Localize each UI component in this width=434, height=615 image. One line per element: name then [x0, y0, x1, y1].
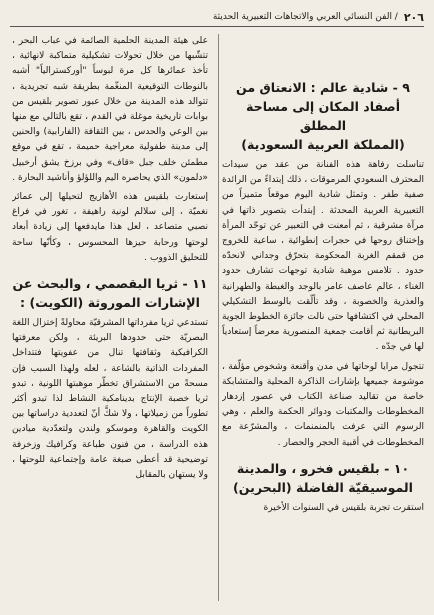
section-10-paragraph-3: إستعارت بلقيس هذه الأهازيج لتحيلها إلى عمائر نغميّة ، إلى سلالم لونية راهيفة ، تغور في فراغ نصبي متصاعد ، لعل هذا مايدفعها إلى زيادة أبعاد لوحتها ورحابة حيزها المحسوس ، وكأنّها ساحة للتحليق الذووب . — [12, 192, 208, 263]
right-column — [222, 34, 424, 605]
section-9-heading-line1: ٩ - شادية عالم : الانعتاق من — [236, 80, 410, 95]
section-9-paragraph-2: تتجول مرايا لوحاتها في مدن وأقنعة وشخوص مؤلّفة ، موشومة جميعها بإشارات الذاكرة المحلية والمتشابكة خاصة من تقاليد صناعة الكتاب في عصور إزدهار المخطوطات والمكتبات ودوائر الحكمة والعلم ، وهي الرسوم التي عرفت بالمنمنمات ، والمشرّعة مع المخطوطات في أقبية الحجر والحصار . — [222, 361, 424, 448]
section-10-paragraph-2: على هيئة المدينة الحلمية الصائمة في عباب البحر ، تتشّبها من خلال تحولات تشكيلية متماكبة لانهائية ، تأخذ عمائرها كل مرة لبوساً "أوركسترالياً" أشبه بالنوطات التوقيعية المنغّمة بطريقة شبه تجريدية ، تتوالد هذه المدينة من خلال عبور تصوير بلقيس من بوابات تاريخية موغلة في القدم ، تقع بالتالي مع منها بين الوعي والحدس ، بين الثقافة (الفارابية) والحنين إلى مدينة طفولية معراجية حميمة ، تقع في موقع مطمئن خلف جبل «قاف» وفي برزخ يشق أرخبيل «دلمون» الذي يحاصره اليم واللؤلؤ وأناشيد البحارة . — [12, 36, 208, 183]
running-title: / الفن النسائي العربي والاتجاهات التعبيرية الحديثة — [212, 12, 398, 22]
section-11-heading-line2: الإشارات الموروثة (الكويت) : — [20, 295, 200, 311]
section-10-heading-line1: ١٠ - بلقيس فخرو ، والمدينة — [236, 460, 410, 476]
section-9-heading-line3: (المملكة العربية السعودية) — [241, 137, 405, 152]
column-divider — [218, 34, 219, 601]
section-11-paragraph-1: تستدعي ثريا مفرداتها المشرقيّة محاولةً إختزال اللغة البصريّة حتى حدودها البريئة ، ولكن معرفتها الكرافيكية وثقافتها تنال من عفويتها فتتداخل المفردات الذاتية بالشاعة ، لعله ولهذا السبب فإن مسحةً من الاستشراق تخطّر موهبتها اللونية ، تبدو ثريا خصبة الإنتاج بدينامكية النشاط لذا تبدو أكثر تطوراً من زميلاتها ، ولا شكَّ أنّ لتعددية دراساتها بين الكويت والقاهرة وموسكو ولندن ولتعدّدية ميادين هذه الدراسة ، من فنون طباعة وكرافيك وزخرفة توضيحية قد أعطى صبغة عامة وإجتماعية للوحتها ، ولا يستهان بالمقابل — [12, 318, 208, 481]
section-9-heading-line2: أصفاد المكان إلى مساحة المطلق — [245, 99, 401, 133]
section-10-heading — [222, 459, 424, 497]
page-header — [10, 8, 424, 27]
left-column — [12, 34, 208, 605]
section-10-heading-line2: الموسيقيّة الفاضلة (البحرين) — [233, 479, 413, 495]
section-10-paragraph-1: استقرت تجربة بلقيس في السنوات الأخيرة — [263, 502, 424, 513]
page-number: ٢٠٦ — [403, 10, 424, 24]
section-11-heading-line1: ١١ - ثريا البقصمي ، والبحث عن — [12, 276, 208, 292]
section-9-paragraph-1: تناسلت رفاهة هذه الفنانة من عقد من سيدات المحترف السعودي المرموقات ، ذلك إبتداءً من الرائدة صفية طفر . وتمثل شادية اليوم موقعاً متميزاً من التعبيرية العربية المحدثة . إبتدأت بتصوير ذاتها في مرآة مشرقية ، ثم أمعنت في التعبير عن توحّد المرأة وإختناق روحها في حجرات إنطوائية ، ساعية للخروج من قمقم الغربة المحكومة بتحرّق وجداني لانحدّه حدود . تلامس موهبة شادية توجهات تشارف حدود الغناء ، عالم عاصف عامر بالوجد والغبطة والطهرانية والعذرية والخصوبة ، وقد تألّقت بالوسط التشكيلي المحلي في اكتشافها حتى نالت جائزة الخطوط الجوية البريطانية ثم أقامت جمعية المنصورية معرضاً إستعادياً لها في جدّه . — [222, 160, 424, 353]
section-9-heading — [222, 78, 424, 154]
section-11-heading — [12, 274, 208, 312]
